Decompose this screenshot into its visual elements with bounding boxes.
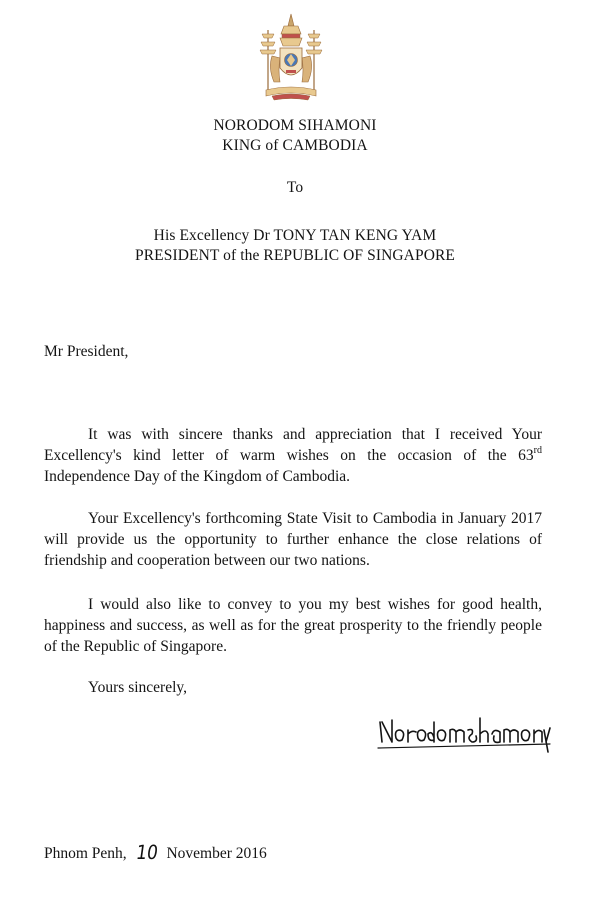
handwritten-signature — [374, 708, 556, 756]
sender-title: KING of CAMBODIA — [222, 137, 368, 154]
paragraph-1-text-b: Independence Day of the Kingdom of Cambodia. — [44, 468, 351, 485]
closing: Yours sincerely, — [88, 679, 188, 696]
body-paragraph-2: Your Excellency's forthcoming State Visit to Cambodia in January 2017 will provide us the opportunity to further enhance the close relations of friendship and cooperation between our two nations. — [44, 510, 542, 569]
salutation: Mr President, — [44, 343, 129, 360]
sender-name: NORODOM SIHAMONI — [213, 117, 377, 134]
body-paragraph-1 — [44, 424, 542, 487]
place-and-date — [44, 843, 267, 864]
month-year: November 2016 — [166, 845, 267, 862]
addressee-name: His Excellency Dr TONY TAN KENG YAM — [153, 227, 437, 244]
royal-arms-of-cambodia-icon — [258, 12, 324, 104]
place: Phnom Penh, — [44, 845, 127, 862]
addressee-title: PRESIDENT of the REPUBLIC OF SINGAPORE — [135, 247, 455, 264]
ordinal-suffix: rd — [533, 445, 542, 456]
body-paragraph-3: I would also like to convey to you my best wishes for good health, happiness and success, as well as for the great prosperity to the friendly people of the Republic of Singapore. — [44, 596, 542, 655]
to-label: To — [286, 179, 304, 196]
day-handwritten: 10 — [134, 841, 159, 865]
paragraph-1-text-a: It was with sincere thanks and appreciation that I received Your Excellency's kind letter of warm wishes on the occasion of the 63 — [44, 426, 542, 464]
